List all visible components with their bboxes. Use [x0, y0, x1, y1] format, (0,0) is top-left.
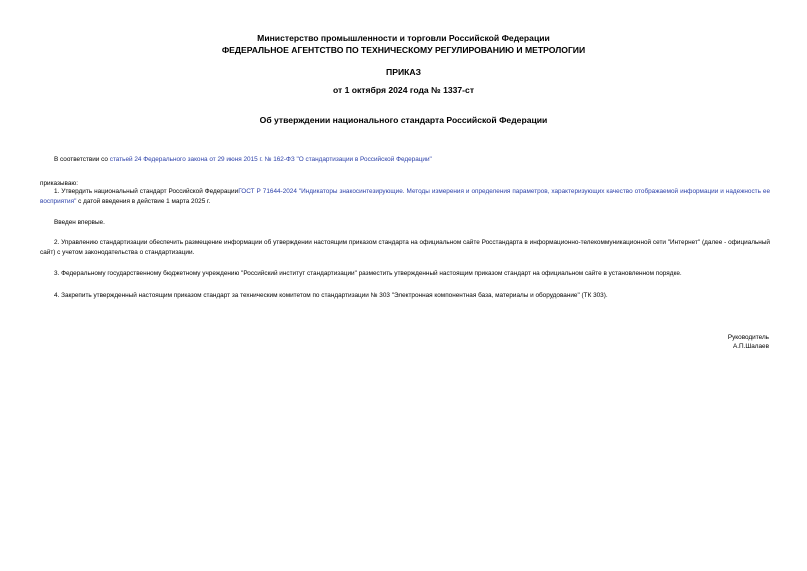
federal-law-link[interactable]: статьей 24 Федерального закона от 29 июня 2015 г. № 162-ФЗ "О стандартизации в Российской Федерации"	[109, 156, 432, 163]
order-item-2: 2. Управлению стандартизации обеспечить размещение информации об утверждении настоящим приказом стандарта на официальном сайте Росстандарта в информационно-телекоммуникационной сети "Интернет" (далее - официальный сайт) с учетом законодательства о стандартизации.	[40, 239, 770, 256]
order-item-1-prefix: 1. Утвердить национальный стандарт Российской Федерации	[54, 188, 239, 195]
preamble-prefix: В соответствии со	[54, 156, 110, 163]
document-date-number: от 1 октября 2024 года № 1337-ст	[332, 85, 475, 95]
order-item-1	[40, 187, 770, 206]
signatory-name: А.П.Шалаев	[732, 343, 769, 350]
order-word: приказываю:	[40, 180, 78, 187]
order-item-3: 3. Федеральному государственному бюджетному учреждению "Российский институт стандартизации" разместить утвержденный настоящим приказом стандарт на официальном сайте в установленном порядке.	[54, 270, 682, 277]
order-item-1-suffix: с датой введения в действие 1 марта 2025 г.	[76, 197, 211, 205]
document-subject: Об утверждении национального стандарта Российской Федерации	[259, 115, 548, 125]
preamble	[40, 155, 770, 165]
ministry-name: Министерство промышленности и торговли Российской Федерации	[257, 33, 550, 43]
gost-standard-link[interactable]: ГОСТ Р 71644-2024 "Индикаторы знакосинтезирующие. Методы измерения и определения параметров, характеризующих качество отображаемой информации и надежность ее восприятия"	[40, 188, 770, 205]
introduced-note: Введен впервые.	[54, 219, 105, 226]
signatory-title: Руководитель	[727, 334, 769, 341]
order-item-4: 4. Закрепить утвержденный настоящим приказом стандарт за техническим комитетом по стандартизации № 303 "Электронная компонентная база, материалы и оборудование" (ТК 303).	[54, 292, 608, 299]
document-type: ПРИКАЗ	[386, 67, 421, 77]
agency-name: ФЕДЕРАЛЬНОЕ АГЕНТСТВО ПО ТЕХНИЧЕСКОМУ РЕГУЛИРОВАНИЮ И МЕТРОЛОГИИ	[221, 45, 586, 55]
